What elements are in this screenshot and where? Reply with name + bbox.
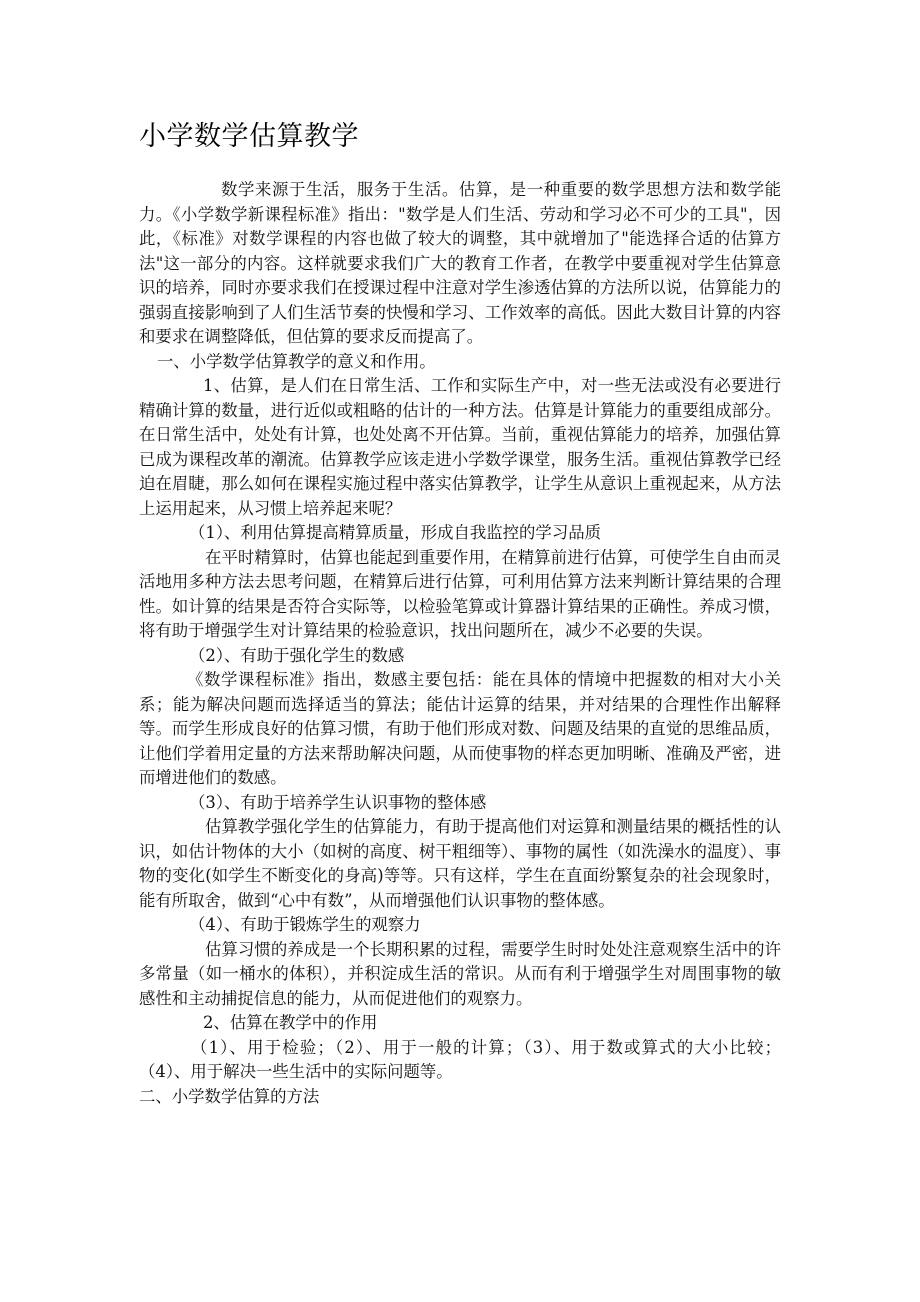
point-heading-4: （4）、有助于锻炼学生的观察力 <box>189 915 421 934</box>
document-title: 小学数学估算教学 <box>139 121 359 152</box>
document-body <box>139 178 781 1109</box>
point-heading-3: （3）、有助于培养学生认识事物的整体感 <box>189 792 487 812</box>
subsection-paragraph-1: 1、估算，是人们在日常生活、工作和实际生产中，对一些无法或没有必要进行精确计算的数量，进行近似或粗略的估计的一种方法。估算是计算能力的重要组成部分。在日常生活中，处处有计算，也处处离不开估算。当前，重视估算能力的培养，加强估算已成为课程改革的潮流。估算教学应该走进小学数学课堂，服务生活。重视估算教学已经迫在眉睫，那么如何在课程实施过程中落实估算教学，让学生从意识上重视起来，从方法上运用起来，从习惯上培养起来呢？ <box>139 376 781 518</box>
point-paragraph-2: 《数学课程标准》指出，数感主要包括：能在具体的情境中把握数的相对大小关系；能为解决问题而选择适当的算法；能估计运算的结果，并对结果的合理性作出解释等。而学生形成良好的估算习惯，有助于他们形成对数、问题及结果的直觉的思维品质，让他们学着用定量的方法来帮助解决问题，从而使事物的样态更加明晰、准确及严密，进而增进他们的数感。 <box>139 670 781 787</box>
usage-list-paragraph: （1）、用于检验；（2）、用于一般的计算；（3）、用于数或算式的大小比较；（4）、用于解决一些生活中的实际问题等。 <box>139 1037 781 1081</box>
point-heading-2: （2）、有助于强化学生的数感 <box>189 645 405 665</box>
intro-paragraph: 数学来源于生活，服务于生活。估算，是一种重要的数学思想方法和数学能力。《小学数学新课程标准》指出："数学是人们生活、劳动和学习必不可少的工具"，因此，《标准》对数学课程的内容也做了较大的调整，其中就增加了"能选择合适的估算方法"这一部分的内容。这样就要求我们广大的教育工作者，在教学中要重视对学生估算意识的培养，同时亦要求我们在授课过程中注意对学生渗透估算的方法所以说，估算能力的强弱直接影响到了人们生活节奏的快慢和学习、工作效率的高低。因此大数目计算的内容和要求在调整降低，但估算的要求反而提高了。 <box>139 180 781 346</box>
point-heading-1: （1）、利用估算提高精算质量，形成自我监控的学习品质 <box>189 523 601 542</box>
subsection-heading-2: 2、估算在教学中的作用 <box>203 1013 378 1032</box>
section-heading-2: 二、小学数学估算的方法 <box>139 1086 320 1106</box>
point-paragraph-4: 估算习惯的养成是一个长期积累的过程，需要学生时时处处注意观察生活中的许多常量（如一桶水的体积），并积淀成生活的常识。从而有利于增强学生对周围事物的敏感性和主动捕捉信息的能力，从而促进他们的观察力。 <box>139 939 781 1008</box>
point-paragraph-3: 估算教学强化学生的估算能力，有助于提高他们对运算和测量结果的概括性的认识，如估计物体的大小（如树的高度、树干粗细等）、事物的属性（如洗澡水的温度）、事物的变化(如学生不断变化的身高)等等。只有这样，学生在直面纷繁复杂的社会现象时，能有所取舍，做到“心中有数”，从而增强他们认识事物的整体感。 <box>139 817 781 910</box>
section-heading-1: 一、小学数学估算教学的意义和作用。 <box>157 351 436 371</box>
point-paragraph-1: 在平时精算时，估算也能起到重要作用，在精算前进行估算，可使学生自由而灵活地用多种方法去思考问题，在精算后进行估算，可利用估算方法来判断计算结果的合理性。如计算的结果是否符合实际等，以检验笔算或计算器计算结果的正确性。养成习惯，将有助于增强学生对计算结果的检验意识，找出问题所在，减少不必要的失误。 <box>139 547 781 640</box>
